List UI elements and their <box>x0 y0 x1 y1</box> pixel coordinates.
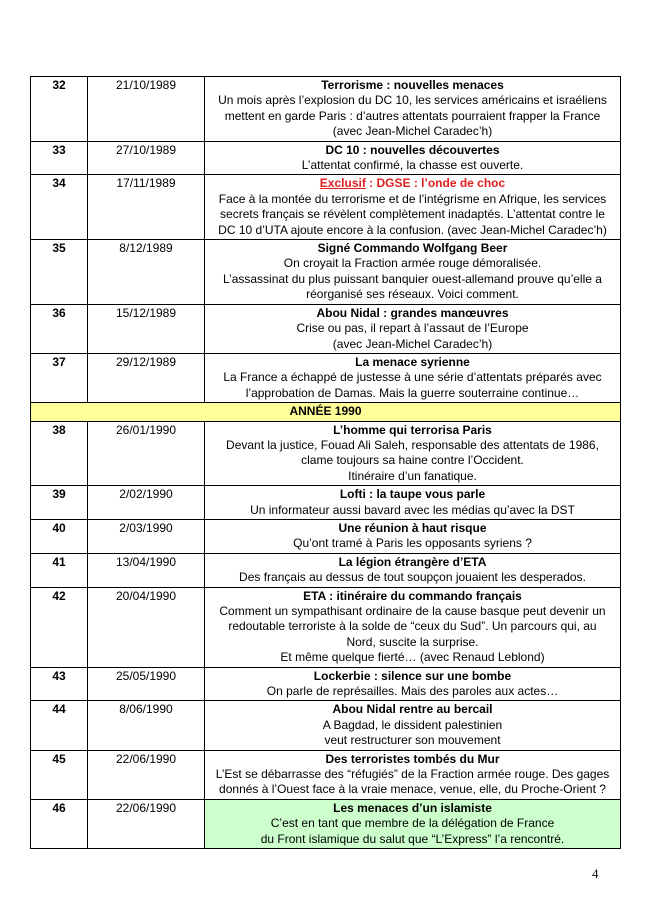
entry-number: 45 <box>31 750 88 799</box>
table-row <box>31 667 621 701</box>
entry-description <box>205 667 621 701</box>
entry-number: 32 <box>31 77 88 142</box>
entry-summary-line: réorganisé ses réseaux. Voici comment. <box>306 287 519 302</box>
entry-description <box>205 353 621 402</box>
entry-description <box>205 553 621 587</box>
table-row <box>31 421 621 486</box>
entry-description <box>205 519 621 553</box>
entry-date: 29/12/1989 <box>88 353 205 402</box>
entry-number: 41 <box>31 553 88 587</box>
entry-title: Signé Commando Wolfgang Beer <box>317 241 508 256</box>
table-row <box>31 587 621 667</box>
entry-summary-line: L’Est se débarrasse des “réfugiés” de la Fraction armée rouge. Des gages <box>215 767 610 782</box>
entry-date: 25/05/1990 <box>88 667 205 701</box>
table-row <box>31 486 621 520</box>
entry-description <box>205 175 621 240</box>
entry-summary-line: C’est en tant que membre de la délégation de France <box>270 816 555 831</box>
exclusive-label: Exclusif <box>319 176 366 191</box>
entry-description <box>205 750 621 799</box>
table-row <box>31 750 621 799</box>
entry-date: 22/06/1990 <box>88 750 205 799</box>
entry-title <box>208 176 617 191</box>
entry-summary-line: Face à la montée du terrorisme et de l’intégrisme en Afrique, les services <box>218 191 607 206</box>
entry-date: 22/06/1990 <box>88 799 205 848</box>
entry-summary-line: Crise ou pas, il repart à l’assaut de l’Europe <box>296 321 529 336</box>
table-row <box>31 701 621 750</box>
entry-title: Terrorisme : nouvelles menaces <box>321 78 504 92</box>
entry-summary-line: Devant la justice, Fouad Ali Saleh, responsable des attentats de 1986, <box>226 437 599 452</box>
entry-description <box>205 304 621 353</box>
entry-title: DC 10 : nouvelles découvertes <box>325 142 500 157</box>
entry-number: 38 <box>31 421 88 486</box>
entry-title: Une réunion à haut risque <box>338 520 487 535</box>
entry-title: La menace syrienne <box>355 354 470 369</box>
entry-summary-line: L’assassinat du plus puissant banquier ouest-allemand prouve qu’elle a <box>223 271 602 286</box>
entry-date: 13/04/1990 <box>88 553 205 587</box>
entry-summary-line: Itinéraire d’un fanatique. <box>348 468 477 483</box>
table-row <box>31 77 621 142</box>
entry-title: Des terroristes tombés du Mur <box>325 751 500 766</box>
table-row <box>31 553 621 587</box>
entry-title: Abou Nidal rentre au bercail <box>332 702 493 717</box>
entry-number: 34 <box>31 175 88 240</box>
table-row <box>31 175 621 240</box>
entry-summary-line: Comment un sympathisant ordinaire de la cause basque peut devenir un <box>219 604 606 618</box>
table-row <box>31 519 621 553</box>
entry-summary-line: Qu’ont tramé à Paris les opposants syriens ? <box>293 536 532 551</box>
table-row <box>31 799 621 848</box>
entry-summary-line: donnés à l’Ouest face à la vraie menace, venue, elle, du Proche-Orient ? <box>219 782 606 797</box>
entry-number: 33 <box>31 141 88 175</box>
entry-title: Les menaces d’un islamiste <box>333 800 492 815</box>
entry-date: 2/03/1990 <box>88 519 205 553</box>
entry-title: L’homme qui terrorisa Paris <box>333 422 492 437</box>
entry-number: 46 <box>31 799 88 848</box>
entry-date: 15/12/1989 <box>88 304 205 353</box>
entry-date: 2/02/1990 <box>88 486 205 520</box>
entry-summary-line: La France a échappé de justesse à une série d’attentats préparés avec <box>223 370 602 385</box>
entry-summary-line: Des français au dessus de tout soupçon jouaient les desperados. <box>239 570 586 585</box>
table-row <box>31 240 621 305</box>
entry-number: 39 <box>31 486 88 520</box>
entry-number: 43 <box>31 667 88 701</box>
entry-summary-line: l’approbation de Damas. Mais la guerre souterraine continue… <box>245 385 580 400</box>
entry-date: 8/06/1990 <box>88 701 205 750</box>
entry-date: 17/11/1989 <box>88 175 205 240</box>
entry-summary-line: On croyait la Fraction armée rouge démoralisée. <box>283 256 542 271</box>
entry-summary-line: A Bagdad, le dissident palestinien <box>322 717 503 732</box>
entry-summary-line: du Front islamique du salut que “L’Express” l’a rencontré. <box>260 831 565 846</box>
entry-summary-line: DC 10 d’UTA ajoute encore à la confusion. (avec Jean-Michel Caradec’h) <box>218 222 607 237</box>
table-row <box>31 304 621 353</box>
entry-number: 44 <box>31 701 88 750</box>
articles-table <box>30 76 621 849</box>
entry-number: 35 <box>31 240 88 305</box>
page-number: 4 <box>592 866 599 881</box>
entry-number: 36 <box>31 304 88 353</box>
entry-title: Lofti : la taupe vous parle <box>339 487 486 502</box>
entry-number: 40 <box>31 519 88 553</box>
entry-date: 8/12/1989 <box>88 240 205 305</box>
entry-summary-line: Un mois après l’explosion du DC 10, les services américains et israéliens <box>218 93 607 108</box>
entry-summary-line: L’attentat confirmé, la chasse est ouverte. <box>301 158 524 173</box>
entry-summary-line: Nord, suscite la surprise. <box>346 634 479 649</box>
entry-date: 26/01/1990 <box>88 421 205 486</box>
entry-date: 20/04/1990 <box>88 587 205 667</box>
entry-date: 27/10/1989 <box>88 141 205 175</box>
entry-description <box>205 587 621 667</box>
table-row <box>31 141 621 175</box>
entry-description <box>205 421 621 486</box>
entry-description <box>205 799 621 848</box>
entry-title-text: : DGSE : l’onde de choc <box>365 176 506 191</box>
entry-title: Lockerbie : silence sur une bombe <box>313 668 512 683</box>
entry-number: 37 <box>31 353 88 402</box>
entry-number: 42 <box>31 587 88 667</box>
entry-title: Abou Nidal : grandes manœuvres <box>316 305 509 320</box>
entry-summary-line: (avec Jean-Michel Caradec’h) <box>332 124 493 139</box>
entry-description <box>205 141 621 175</box>
year-label: ANNÉE 1990 <box>31 403 621 421</box>
table-row <box>31 353 621 402</box>
entry-summary-line: redoutable terroriste à la solde de “ceux du Sud”. Un parcours qui, au <box>228 619 597 634</box>
entry-summary-line: Et même quelque fierté… (avec Renaud Leblond) <box>280 650 545 665</box>
entry-description <box>205 486 621 520</box>
year-band-row <box>31 403 621 421</box>
entry-summary-line: Un informateur aussi bavard avec les médias qu’avec la DST <box>250 502 575 517</box>
entry-summary-line: veut restructurer son mouvement <box>324 733 501 748</box>
entry-title: ETA : itinéraire du commando français <box>303 588 522 603</box>
entry-description <box>205 701 621 750</box>
entry-description <box>205 77 621 142</box>
entry-description <box>205 240 621 305</box>
entry-date: 21/10/1989 <box>88 77 205 142</box>
entry-summary-line: (avec Jean-Michel Caradec’h) <box>332 336 493 351</box>
entry-title: La légion étrangère d’ETA <box>338 554 487 569</box>
entry-summary-line: secrets français se révèlent complètement inadaptés. L’attentat contre le <box>220 207 605 222</box>
entry-summary-line: mettent en garde Paris : d’autres attentats pourraient frapper la France <box>224 108 601 123</box>
entry-summary-line: On parle de représailles. Mais des paroles aux actes… <box>266 684 559 699</box>
entry-summary-line: clame toujours sa haine contre l’Occident. <box>301 453 524 468</box>
